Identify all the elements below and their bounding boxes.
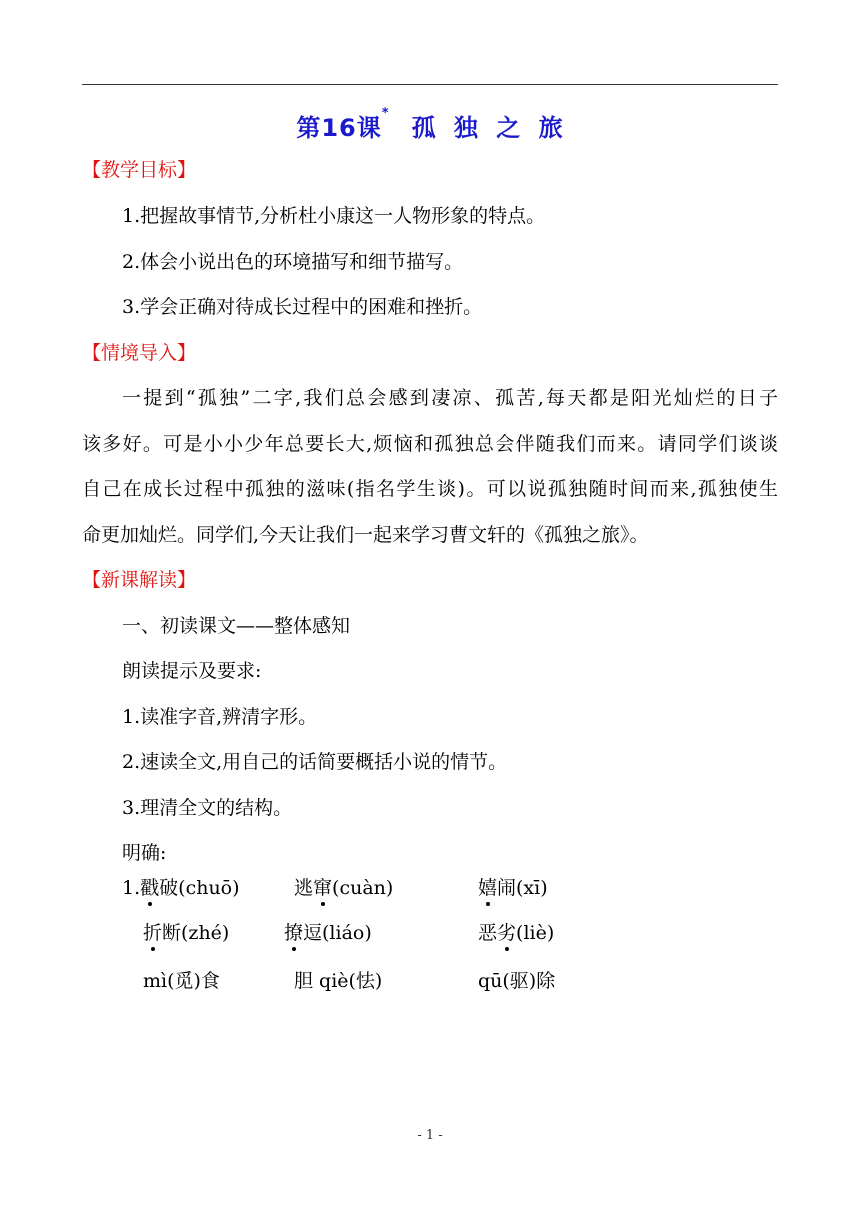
- vocab-char-dotted: 撩: [284, 922, 304, 944]
- reading-line: 明确:: [122, 842, 167, 864]
- vocab-item: [143, 921, 229, 945]
- lesson-title: [0, 108, 860, 143]
- vocab-item: [478, 921, 554, 945]
- reading-line: 3.理清全文的结构。: [122, 797, 293, 819]
- lesson-number: 第16课: [296, 114, 382, 142]
- section-heading-intro: [82, 341, 196, 365]
- page-number: - 1 -: [417, 1128, 443, 1143]
- vocab-text: 逗(liáo): [303, 922, 372, 944]
- vocab-char-dotted: 戳: [140, 877, 160, 899]
- vocab-item: [478, 876, 548, 900]
- vocab-text: 逃: [294, 877, 314, 899]
- vocab-char-dotted: 窜: [313, 877, 333, 899]
- intro-line: 自己在成长过程中孤独的滋味(指名学生谈)。可以说孤独随时间而来,孤独使生: [82, 478, 778, 500]
- goal-item: 1.把握故事情节,分析杜小康这一人物形象的特点。: [122, 205, 546, 227]
- intro-line: 命更加灿烂。同学们,今天让我们一起来学习曹文轩的《孤独之旅》。: [82, 524, 649, 546]
- vocab-char-dotted: 劣: [497, 922, 517, 944]
- vocab-item: [122, 876, 240, 900]
- vocab-text: 破(chuō): [159, 877, 240, 899]
- vocab-char-dotted: 折: [143, 922, 163, 944]
- vocab-char-dotted: 嬉: [478, 877, 498, 899]
- header-rule: [82, 84, 778, 85]
- lesson-mark: *: [381, 106, 390, 121]
- section-heading-goals: 【教学目标】: [82, 159, 197, 181]
- goal-item: 3.学会正确对待成长过程中的困难和挫折。: [122, 296, 483, 318]
- vocab-item: 胆 qiè(怯): [294, 970, 383, 992]
- goal-item: 2.体会小说出色的环境描写和细节描写。: [122, 251, 464, 273]
- reading-line: 朗读提示及要求:: [122, 660, 262, 682]
- reading-line: 一、初读课文——整体感知: [122, 615, 351, 637]
- vocab-text: 断(zhé): [162, 922, 230, 944]
- vocab-list-number: 1.: [122, 877, 141, 899]
- intro-line: 该多好。可是小小少年总要长大,烦恼和孤独总会伴随我们而来。请同学们谈谈: [82, 433, 778, 455]
- intro-line: 一提到“孤独”二字,我们总会感到凄凉、孤苦,每天都是阳光灿烂的日子: [122, 387, 778, 409]
- section-heading-reading: 【新课解读】: [82, 569, 197, 591]
- intro-heading-text: 【情境导入】: [82, 342, 197, 364]
- vocab-text: (cuàn): [332, 877, 394, 899]
- vocab-item: qū(驱)除: [478, 970, 556, 992]
- vocab-item: mì(觅)食: [143, 970, 220, 992]
- lesson-name: 孤 独 之 旅: [411, 114, 564, 142]
- vocab-item: [284, 921, 372, 945]
- vocab-text: 闹(xī): [497, 877, 548, 899]
- vocab-item: [294, 876, 393, 900]
- vocab-text: (liè): [516, 922, 555, 944]
- reading-line: 2.速读全文,用自己的话简要概括小说的情节。: [122, 751, 508, 773]
- vocab-text: 恶: [478, 922, 498, 944]
- reading-line: 1.读准字音,辨清字形。: [122, 706, 318, 728]
